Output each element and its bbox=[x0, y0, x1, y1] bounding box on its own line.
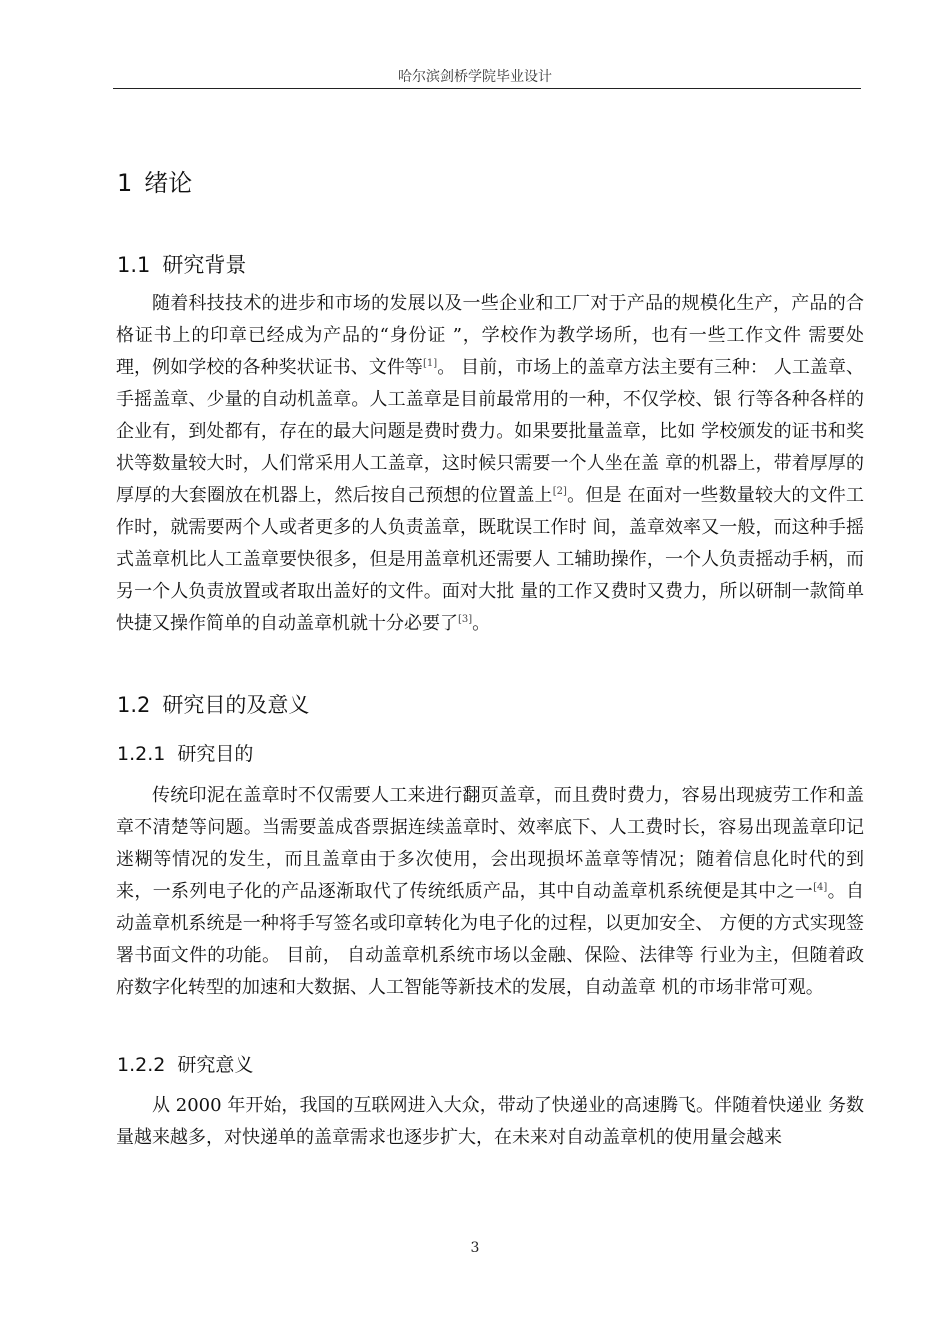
section-number: 1.2 bbox=[117, 693, 151, 717]
text-segment: 。但是 在面对一些数量较大的文件工作时，就需要两个人或者更多的人负责盖章，既耽误工作时 间，盖章效率又一般，而这种手摇式盖章机比人工盖章要快很多，但是用盖章机还需要人 工辅助操作，一个人负责摇动手柄，而另一个人负责放置或者取出盖好的文件。面对大批 量的工作又费时又费力，所以研制一款简单快捷又操作简单的自动盖章机就十分必要了 bbox=[116, 485, 864, 634]
section-title: 研究背景 bbox=[162, 253, 247, 277]
subsection-heading-1-2-1 bbox=[117, 739, 253, 766]
text-segment: 。自动盖章机系统是一种将手写签名或印章转化为电子化的过程，以更加安全、 方便的方式实现签署书面文件的功能。 目前， 自动盖章机系统市场以金融、保险、法律等 行业为主，但随着政府数字化转型的加速和大数据、人工智能等新技术的发展，自动盖章 机的市场非常可观。 bbox=[116, 881, 865, 998]
paragraph-significance bbox=[116, 1090, 864, 1154]
text-segment: 传统印泥在盖章时不仅需要人工来进行翻页盖章，而且费时费力，容易出现疲劳工作和盖章不清楚等问题。当需要盖成沓票据连续盖章时、效率底下、人工费时长，容易出现盖章印记迷糊等情况的发生，而且盖章由于多次使用，会出现损坏盖章等情况；随着信息化时代的到来，一系列电子化的产品逐渐取代了传统纸质产品，其中自动盖章机系统便是其中之一 bbox=[116, 785, 864, 902]
text-segment: 。 bbox=[472, 613, 491, 634]
section-heading-1-2 bbox=[117, 689, 309, 719]
section-title: 研究目的及意义 bbox=[162, 693, 310, 717]
paragraph-purpose bbox=[116, 780, 864, 1004]
citation-3: [3] bbox=[458, 614, 473, 625]
chapter-number: 1 bbox=[117, 169, 133, 197]
section-number: 1.1 bbox=[117, 253, 151, 277]
section-heading-1-1 bbox=[117, 249, 246, 279]
subsection-title: 研究意义 bbox=[177, 1054, 254, 1076]
citation-1: [1] bbox=[422, 358, 438, 369]
header-divider bbox=[113, 88, 861, 89]
chapter-heading bbox=[117, 163, 192, 198]
page-number: 3 bbox=[470, 1240, 480, 1256]
citation-4: [4] bbox=[813, 882, 828, 893]
subsection-title: 研究目的 bbox=[177, 743, 254, 765]
subsection-number: 1.2.2 bbox=[117, 1054, 166, 1076]
page-header: 哈尔滨剑桥学院毕业设计 bbox=[398, 69, 552, 85]
text-segment: 。 目前，市场上的盖章方法主要有三种： 人工盖章、手摇盖章、少量的自动机盖章。人工盖章是目前最常用的一种，不仅学校、银 行等各种各样的企业有，到处都有，存在的最大问题是费时费力。如果要批量盖章，比如 学校颁发的证书和奖状等数量较大时，人们常采用人工盖章，这时候只需要一个人坐在盖 章的机器上，带着厚厚的厚厚的大套圈放在机器上，然后按自己预想的位置盖上 bbox=[116, 357, 864, 506]
text-segment: 随着科技技术的进步和市场的发展以及一些企业和工厂对于产品的规模化生产，产品的合格证书上的印章已经成为产品的“身份证 ”，学校作为教学场所，也有一些工作文件 需要处理，例如学校的各种奖状证书、文件等 bbox=[116, 293, 864, 378]
paragraph-background bbox=[116, 288, 864, 640]
subsection-number: 1.2.1 bbox=[117, 743, 166, 765]
chapter-title: 绪论 bbox=[144, 169, 193, 197]
text-segment: 从 2000 年开始，我国的互联网进入大众，带动了快递业的高速腾飞。伴随着快递业 务数量越来越多，对快递单的盖章需求也逐步扩大，在未来对自动盖章机的使用量会越来 bbox=[116, 1095, 864, 1148]
citation-2: [2] bbox=[552, 486, 567, 497]
subsection-heading-1-2-2 bbox=[117, 1050, 253, 1077]
